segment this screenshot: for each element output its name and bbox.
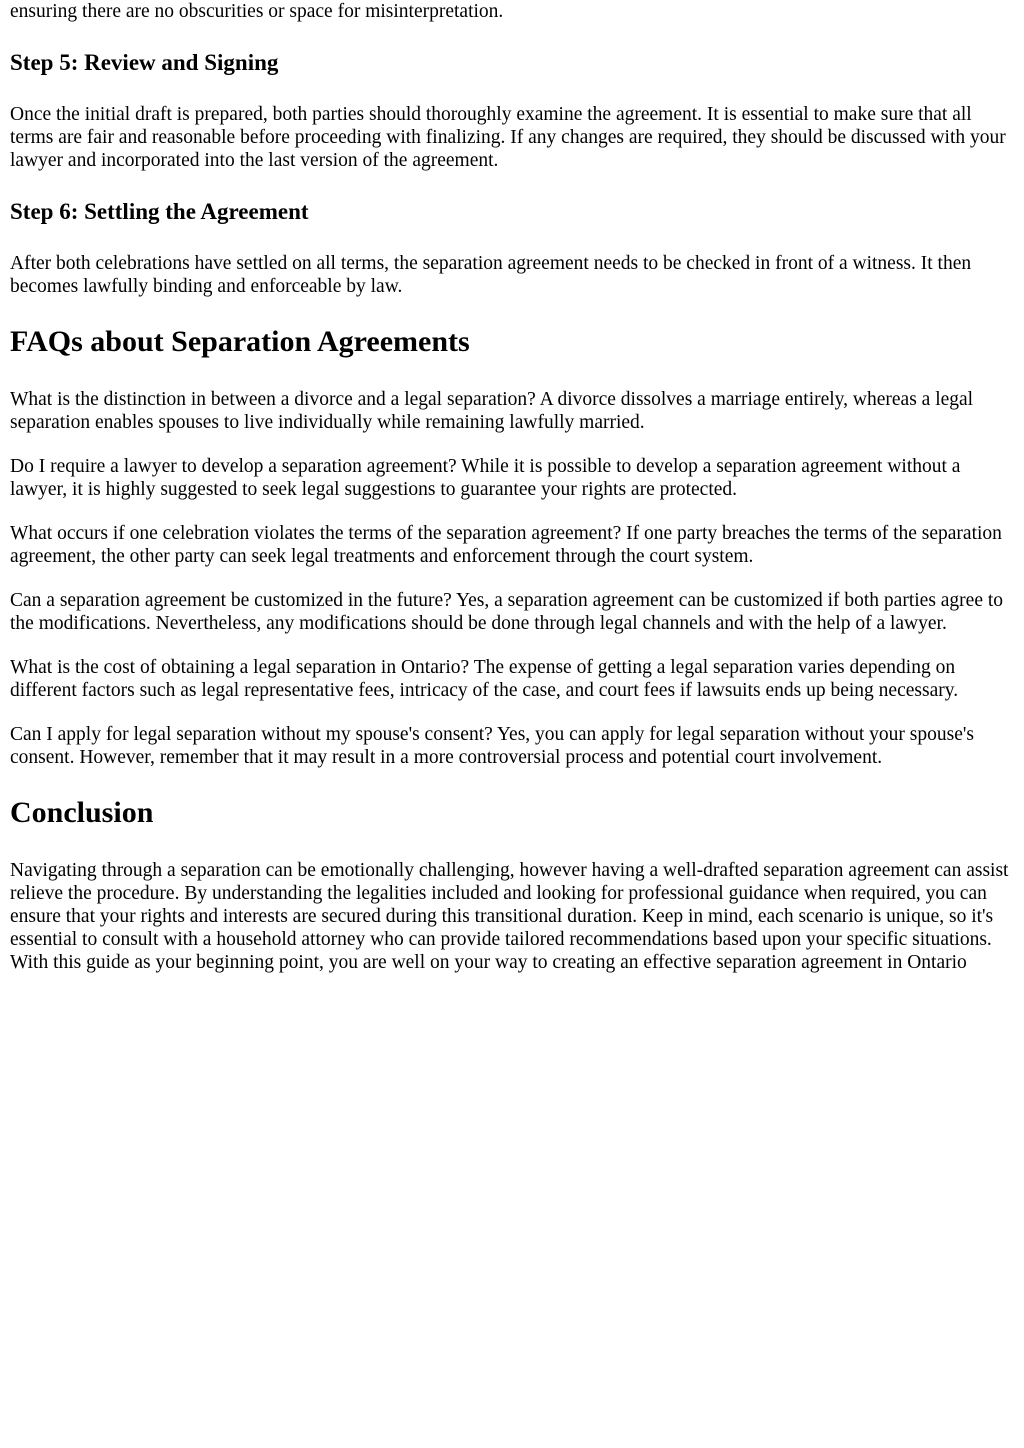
- faq-section: [10, 324, 1016, 769]
- faq-item: What is the distinction in between a divorce and a legal separation? A divorce dissolves a marriage entirely, whereas a legal separation enables spouses to live individually while remaining lawfully married.: [10, 389, 974, 433]
- intro-fragment: ensuring there are no obscurities or space for misinterpretation.: [10, 1, 504, 22]
- step-6-body: After both celebrations have settled on all terms, the separation agreement needs to be checked in front of a witness. It then becomes lawfully binding and enforceable by law.: [10, 253, 972, 297]
- faq-item: What is the cost of obtaining a legal separation in Ontario? The expense of getting a legal separation varies depending on different factors such as legal representative fees, intricacy of the case, and court fees if lawsuits ends up being necessary.: [10, 657, 959, 701]
- faq-item: Do I require a lawyer to develop a separation agreement? While it is possible to develop a separation agreement without a lawyer, it is highly suggested to seek legal suggestions to guarantee your rights are protected.: [10, 456, 961, 500]
- conclusion-body: Navigating through a separation can be emotionally challenging, however having a well-drafted separation agreement can assist relieve the procedure. By understanding the legalities included and looking for professional guidance when required, you can ensure that your rights and interests are secured during this transitional duration. Keep in mind, each scenario is unique, so it's essential to consult with a household attorney who can provide tailored recommendations based upon your specific situations. With this guide as your beginning point, you are well on your way to creating an effective separation agreement in Ontario: [10, 860, 1009, 973]
- faq-heading: FAQs about Separation Agreements: [10, 325, 470, 358]
- step-5-body: Once the initial draft is prepared, both parties should thoroughly examine the agreement. It is essential to make sure that all terms are fair and reasonable before proceeding with finalizing. If any changes are required, they should be discussed with your lawyer and incorporated into the last version of the agreement.: [10, 104, 1006, 171]
- conclusion-heading: Conclusion: [10, 796, 154, 829]
- step-6-heading: Step 6: Settling the Agreement: [10, 199, 309, 224]
- step-6-section: [10, 198, 1016, 298]
- faq-item: Can I apply for legal separation without my spouse's consent? Yes, you can apply for legal separation without your spouse's consent. However, remember that it may result in a more controversial process and potential court involvement.: [10, 724, 974, 768]
- conclusion-section: [10, 795, 1016, 974]
- article-body: [10, 0, 1016, 995]
- faq-item: Can a separation agreement be customized in the future? Yes, a separation agreement can be customized if both parties agree to the modifications. Nevertheless, any modifications should be done through legal channels and with the help of a lawyer.: [10, 590, 1004, 634]
- step-5-section: [10, 49, 1016, 172]
- step-5-heading: Step 5: Review and Signing: [10, 50, 279, 75]
- faq-item: What occurs if one celebration violates the terms of the separation agreement? If one party breaches the terms of the separation agreement, the other party can seek legal treatments and enforcement through the court system.: [10, 523, 1002, 567]
